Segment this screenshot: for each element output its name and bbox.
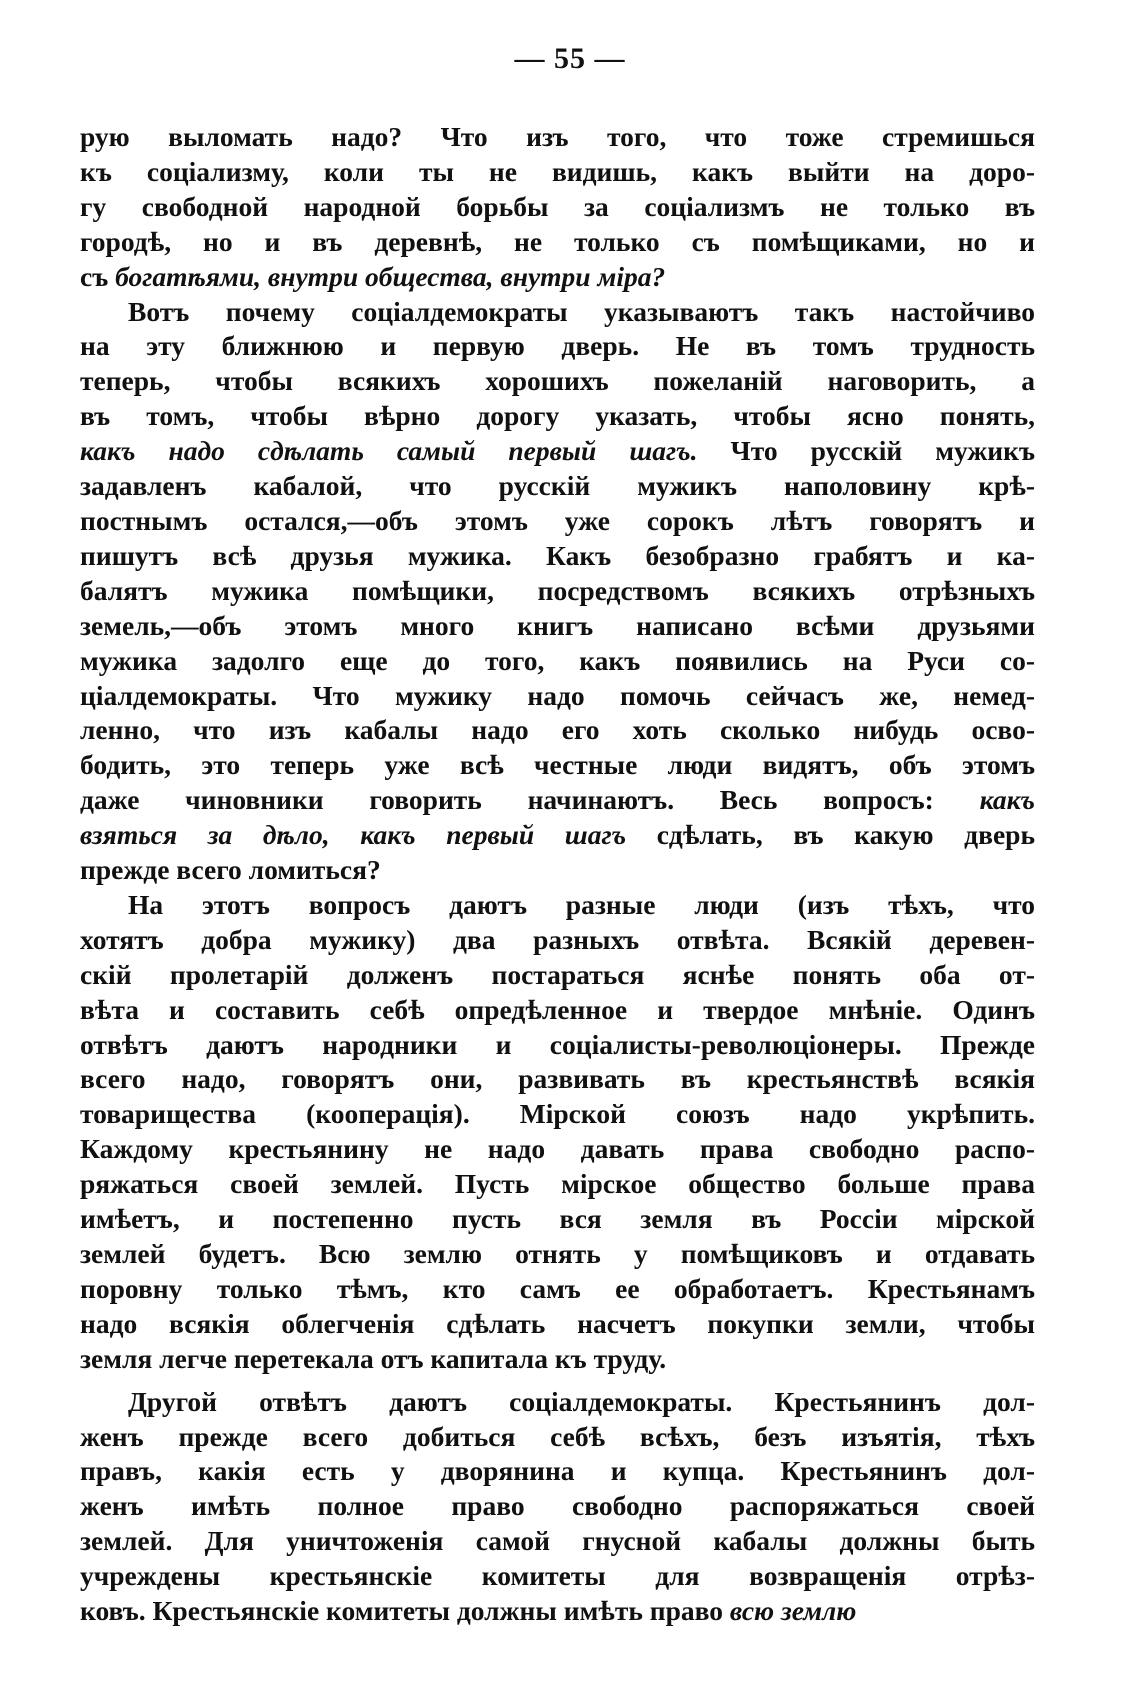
text-run: учреждены крестьянскіе комитеты для возвращенія отрѣз-	[80, 1560, 1035, 1592]
text-line	[80, 1132, 1035, 1167]
text-run: балятъ мужика помѣщики, посредствомъ всякихъ отрѣзныхъ	[80, 574, 1035, 606]
text-run: ковъ. Крестьянскіе комитеты должны имѣть право	[80, 1595, 730, 1627]
text-line	[80, 574, 1035, 609]
text-line	[80, 888, 1035, 923]
text-line	[80, 434, 1035, 469]
text-run: бодить, это теперь уже всѣ честные люди видятъ, объ этомъ	[80, 749, 1035, 781]
text-run: отвѣтъ даютъ народники и соціалисты-революціонеры. Прежде	[80, 1028, 1035, 1060]
text-line	[80, 190, 1035, 225]
text-line	[80, 295, 1035, 330]
text-line	[80, 679, 1035, 714]
text-run: даже чиновники говорить начинаютъ. Весь вопросъ:	[80, 784, 980, 816]
text-line	[80, 993, 1035, 1028]
text-run: мужика задолго еще до того, какъ появились на Руси со-	[80, 644, 1035, 676]
text-line	[80, 1237, 1035, 1272]
text-run: пишутъ всѣ друзья мужика. Какъ безобразно грабятъ и ка-	[80, 539, 1035, 571]
text-line	[80, 1167, 1035, 1202]
text-line	[80, 399, 1035, 434]
text-line	[80, 469, 1035, 504]
text-run: рую выломать надо? Что изъ того, что тоже стремишься	[80, 121, 1035, 152]
text-run: скій пролетарій долженъ постараться яснѣе понять оба от-	[80, 958, 1035, 990]
text-run: въ томъ, чтобы вѣрно дорогу указать, чтобы ясно понять,	[80, 400, 1035, 432]
text-run: хотятъ добра мужику) два разныхъ отвѣта. Всякій деревен-	[80, 923, 1035, 955]
text-run: ряжаться своей землей. Пусть мірское общество больше права	[80, 1168, 1035, 1200]
text-run: женъ имѣть полное право свободно распоряжаться своей	[80, 1490, 1035, 1522]
text-line	[80, 958, 1035, 993]
text-line	[80, 818, 1035, 853]
text-run: правъ, какія есть у дворянина и купца. Крестьянинъ дол-	[80, 1455, 1035, 1487]
text-run: земель,—объ этомъ много книгъ написано всѣми друзьями	[80, 609, 1035, 641]
text-line	[80, 1342, 1035, 1377]
text-run: постнымъ остался,—объ этомъ уже сорокъ лѣтъ говорятъ и	[80, 504, 1035, 536]
text-run: на эту ближнюю и первую дверь. Не въ томъ трудность	[80, 330, 1035, 362]
text-line	[80, 120, 1035, 155]
text-line	[80, 260, 1035, 295]
text-run: городѣ, но и въ деревнѣ, не только съ помѣщиками, но и	[80, 225, 1035, 257]
text-line	[80, 364, 1035, 399]
text-run: Каждому крестьянину не надо давать права свободно распо-	[80, 1133, 1035, 1165]
text-line	[80, 1594, 1035, 1629]
text-run: ціалдемократы. Что мужику надо помочь сейчасъ же, немед-	[80, 679, 1035, 711]
text-line	[80, 504, 1035, 539]
text-line	[80, 713, 1035, 748]
italic-text: богатѣями, внутри общества, внутри міра?	[115, 260, 666, 292]
text-line	[80, 1454, 1035, 1489]
text-run: всего надо, говорятъ они, развивать въ крестьянствѣ всякія	[80, 1063, 1035, 1095]
text-run: ленно, что изъ кабалы надо его хоть сколько нибудь осво-	[80, 714, 1035, 746]
text-line	[80, 1489, 1035, 1524]
text-run: гу свободной народной борьбы за соціализмъ не только въ	[80, 190, 1035, 222]
paragraph	[80, 1385, 1035, 1629]
text-run: земля легче перетекала отъ капитала къ труду.	[80, 1342, 667, 1374]
text-line	[80, 644, 1035, 679]
text-line	[80, 1420, 1035, 1455]
text-line	[80, 1272, 1035, 1307]
text-run: Что русскій мужикъ	[697, 435, 1035, 467]
text-line	[80, 1307, 1035, 1342]
italic-text: всю землю	[729, 1595, 857, 1627]
paragraph	[80, 295, 1035, 888]
page-number: — 55 —	[514, 42, 626, 75]
text-line	[80, 329, 1035, 364]
text-line	[80, 1028, 1035, 1063]
text-line	[80, 1097, 1035, 1132]
text-run: вѣта и составить себѣ опредѣленное и твердое мнѣніе. Одинъ	[80, 993, 1035, 1025]
text-run: задавленъ кабалой, что русскій мужикъ наполовину крѣ-	[80, 470, 1035, 502]
text-line	[80, 539, 1035, 574]
text-run: надо всякія облегченія сдѣлать насчетъ покупки земли, чтобы	[80, 1307, 1035, 1339]
paragraph	[80, 888, 1035, 1377]
paragraph	[80, 120, 1035, 295]
text-run: товарищества (кооперація). Мірской союзъ надо укрѣпить.	[80, 1098, 1035, 1130]
text-line	[80, 1524, 1035, 1559]
text-line	[80, 748, 1035, 783]
text-run: теперь, чтобы всякихъ хорошихъ пожеланій наговорить, а	[80, 365, 1035, 397]
text-run: съ	[80, 260, 116, 292]
text-run: сдѣлать, въ какую дверь	[626, 819, 1035, 851]
text-run: прежде всего ломиться?	[80, 854, 381, 886]
text-run: Другой отвѣтъ даютъ соціалдемократы. Крестьянинъ дол-	[128, 1385, 1035, 1417]
text-run: На этотъ вопросъ даютъ разные люди (изъ тѣхъ, что	[128, 888, 1035, 920]
italic-text: какъ надо сдѣлать самый первый шагъ.	[80, 435, 698, 467]
text-line	[80, 783, 1035, 818]
text-run: землей. Для уничтоженія самой гнусной кабалы должны быть	[80, 1525, 1035, 1557]
body-text	[80, 120, 1035, 1629]
text-run: поровну только тѣмъ, кто самъ ее обработаетъ. Крестьянамъ	[80, 1272, 1035, 1304]
text-line	[80, 1202, 1035, 1237]
text-line	[80, 609, 1035, 644]
text-run: женъ прежде всего добиться себѣ всѣхъ, безъ изъятія, тѣхъ	[80, 1420, 1035, 1452]
text-run: землей будетъ. Всю землю отнять у помѣщиковъ и отдавать	[80, 1238, 1035, 1269]
text-line	[80, 853, 1035, 888]
text-line	[80, 225, 1035, 260]
text-run: къ соціализму, коли ты не видишь, какъ выйти на доро-	[80, 155, 1035, 187]
text-line	[80, 1062, 1035, 1097]
italic-text: какъ	[979, 784, 1035, 816]
italic-text: взяться за дѣло, какъ первый шагъ	[80, 819, 627, 851]
text-run: имѣетъ, и постепенно пусть вся земля въ Россіи мірской	[80, 1203, 1035, 1235]
text-line	[80, 155, 1035, 190]
text-run: Вотъ почему соціалдемократы указываютъ такъ настойчиво	[128, 295, 1035, 327]
text-line	[80, 923, 1035, 958]
text-line	[80, 1385, 1035, 1420]
text-line	[80, 1559, 1035, 1594]
